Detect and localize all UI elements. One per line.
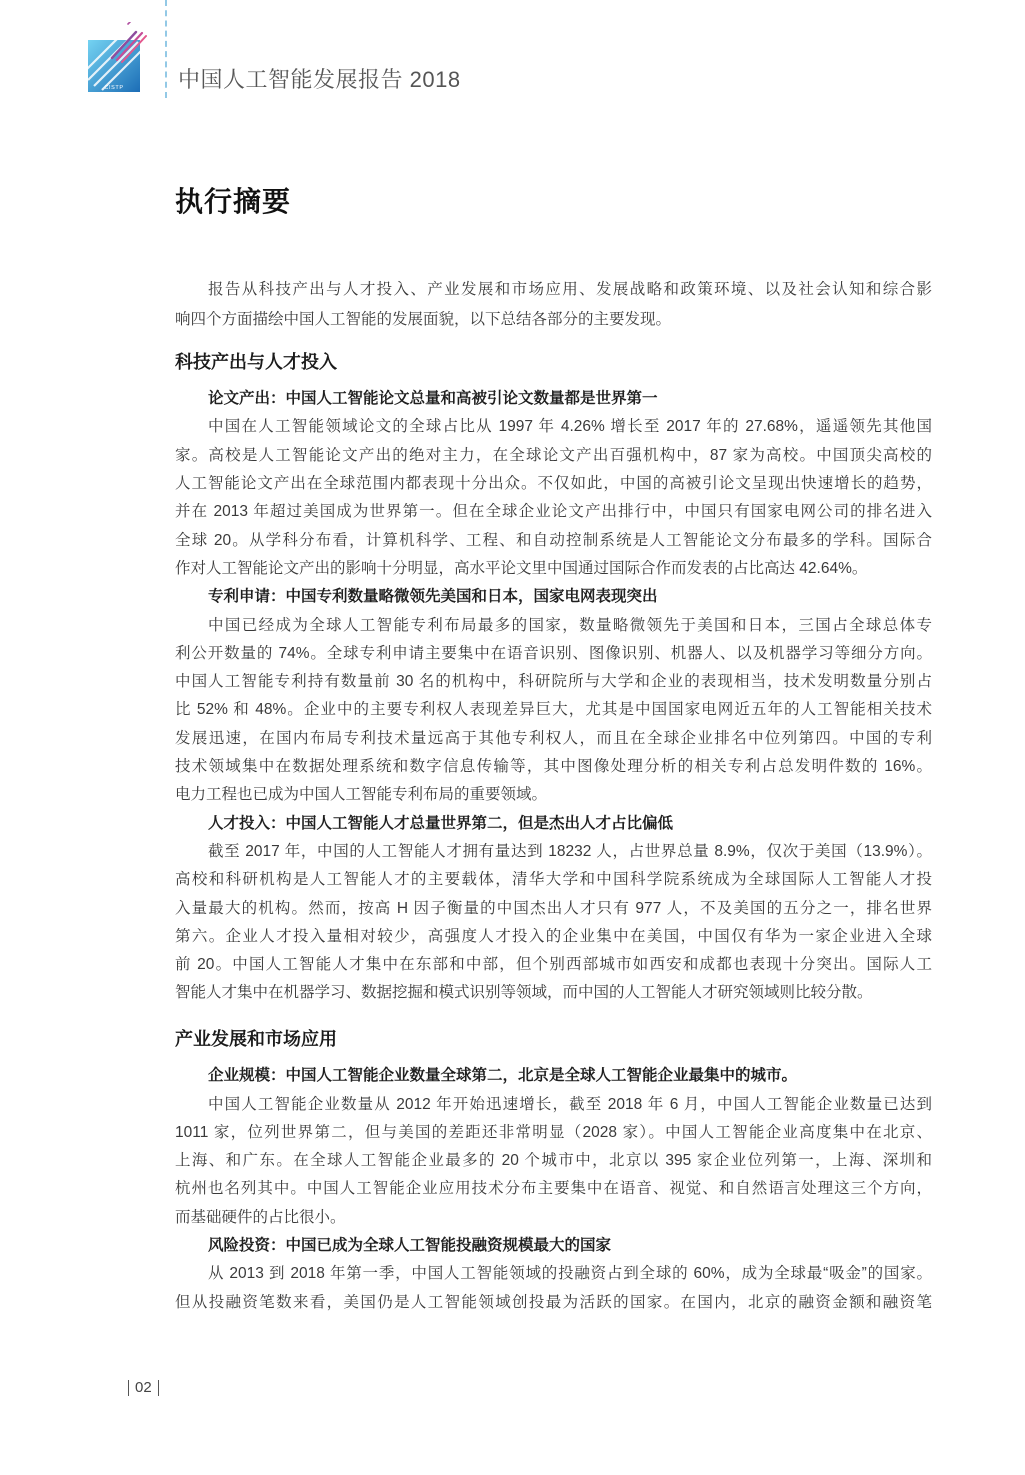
intro-line: 报告从科技产出与人才投入、产业发展和市场应用、发展战略和政策环境、以及社会认知和综合影 xyxy=(208,281,932,298)
section-heading: 产业发展和市场应用 xyxy=(175,1029,337,1050)
paragraph-line: 入量最大的机构。然而，按高 H 因子衡量的中国杰出人才只有 977 人，不及美国的五分之一，排名世界 xyxy=(175,899,932,917)
paragraph-line: 中国已经成为全球人工智能专利布局最多的国家，数量略微领先于美国和日本，三国占全球总体专 xyxy=(208,616,932,634)
page-title: 执行摘要 xyxy=(175,186,292,217)
subsection xyxy=(175,1232,932,1317)
paragraph-line: 从 2013 到 2018 年第一季，中国人工智能领域的投融资占到全球的 60%，成为全球最“吸金”的国家。 xyxy=(208,1265,932,1283)
subsection-heading: 人才投入：中国人工智能人才总量世界第二，但是杰出人才占比偏低 xyxy=(208,814,674,832)
paragraph-line: 并在 2013 年超过美国成为世界第一。但在全球企业论文产出排行中，中国只有国家电网公司的排名进入 xyxy=(175,503,932,521)
paragraph-line: 中国在人工智能领域论文的全球占比从 1997 年 4.26% 增长至 2017 年的 27.68%，遥遥领先其他国 xyxy=(208,418,932,436)
paragraph-line: 智能人才集中在机器学习、数据挖掘和模式识别等领域，而中国的人工智能人才研究领域则比较分散。 xyxy=(175,984,873,1002)
paragraph-line: 人工智能论文产出在全球范围内都表现十分出众。不仅如此，中国的高被引论文呈现出快速增长的趋势， xyxy=(175,475,932,493)
paragraph xyxy=(175,413,932,583)
subsection-heading: 论文产出：中国人工智能论文总量和高被引论文数量都是世界第一 xyxy=(208,390,658,408)
section xyxy=(175,348,932,1008)
page-number-text: 02 xyxy=(135,1379,152,1396)
report-title: 中国人工智能发展报告 2018 xyxy=(178,67,461,92)
intro-line: 响四个方面描绘中国人工智能的发展面貌，以下总结各部分的主要发现。 xyxy=(175,310,672,328)
paragraph-line: 家。高校是人工智能论文产出的绝对主力，在全球论文产出百强机构中，87 家为高校。中国顶尖高校的 xyxy=(175,446,932,464)
paragraph-line: 发展迅速，在国内布局专利技术量远高于其他专利权人，而且在全球企业排名中位列第四。中国的专利 xyxy=(175,729,932,747)
subsection xyxy=(175,583,932,809)
paragraph-line: 但从投融资笔数来看，美国仍是人工智能领域创投最为活跃的国家。在国内，北京的融资金额和融资笔 xyxy=(175,1293,932,1311)
paragraph-line: 中国人工智能专利持有数量前 30 名的机构中，科研院所与大学和企业的表现相当，技术发明数量分别占 xyxy=(175,673,932,691)
logo-text: CISTP xyxy=(104,85,124,91)
paragraph-line: 1011 家，位列世界第二，但与美国的差距还非常明显（2028 家）。中国人工智能企业高度集中在北京、 xyxy=(175,1123,932,1141)
paragraph-line: 利公开数量的 74%。全球专利申请主要集中在语音识别、图像识别、机器人、以及机器学习等细分方向。 xyxy=(175,644,932,662)
intro-paragraph xyxy=(175,275,932,334)
paragraph-line: 作对人工智能论文产出的影响十分明显，高水平论文里中国通过国际合作而发表的占比高达 42.64%。 xyxy=(175,559,868,577)
paragraph xyxy=(175,612,932,810)
paragraph xyxy=(175,838,932,1008)
subsection xyxy=(175,385,932,583)
sections xyxy=(175,348,932,1317)
paragraph-line: 杭州也名列其中。中国人工智能企业应用技术分布主要集中在语音、视觉、和自然语言处理这三个方向， xyxy=(175,1180,932,1198)
paragraph-line: 前 20。中国人工智能人才集中在东部和中部，但个别西部城市如西安和成都也表现十分突出。国际人工 xyxy=(175,956,932,974)
paragraph-line: 第六。企业人才投入量相对较少，高强度人才投入的企业集中在美国，中国仅有华为一家企业进入全球 xyxy=(175,927,932,945)
paragraph-line: 上海、和广东。在全球人工智能企业最多的 20 个城市中，北京以 395 家企业位列第一，上海、深圳和 xyxy=(175,1152,932,1170)
header-divider xyxy=(165,0,167,98)
paragraph-line: 全球 20。从学科分布看，计算机科学、工程、和自动控制系统是人工智能论文分布最多的学科。国际合 xyxy=(175,531,932,549)
body-text xyxy=(175,275,932,1317)
subsection xyxy=(175,810,932,1008)
paragraph-line: 电力工程也已成为中国人工智能专利布局的重要领域。 xyxy=(175,786,548,804)
page-number xyxy=(128,1378,159,1398)
section-heading: 科技产出与人才投入 xyxy=(175,352,337,373)
page-number-right-bar xyxy=(158,1380,159,1396)
paragraph-line: 比 52% 和 48%。企业中的主要专利权人表现差异巨大，尤其是中国国家电网近五年的人工智能相关技术 xyxy=(175,701,932,719)
subsection-heading: 企业规模：中国人工智能企业数量全球第二，北京是全球人工智能企业最集中的城市。 xyxy=(208,1067,798,1085)
section xyxy=(175,1025,932,1317)
cistp-logo xyxy=(84,22,148,94)
paragraph xyxy=(175,1091,932,1232)
subsection xyxy=(175,1062,932,1232)
paragraph-line: 截至 2017 年，中国的人工智能人才拥有量达到 18232 人，占世界总量 8.9%，仅次于美国（13.9%）。 xyxy=(208,842,932,860)
paragraph-line: 高校和科研机构是人工智能人才的主要载体，清华大学和中国科学院系统成为全球国际人工智能人才投 xyxy=(175,871,932,889)
paragraph-line: 中国人工智能企业数量从 2012 年开始迅速增长，截至 2018 年 6 月，中国人工智能企业数量已达到 xyxy=(208,1095,932,1113)
paragraph-line: 技术领域集中在数据处理系统和数字信息传输等，其中图像处理分析的相关专利占总发明件数的 16%。 xyxy=(175,758,932,776)
paragraph-line: 而基础硬件的占比很小。 xyxy=(175,1208,346,1226)
paragraph xyxy=(175,1260,932,1317)
subsection-heading: 专利申请：中国专利数量略微领先美国和日本，国家电网表现突出 xyxy=(208,588,658,606)
subsection-heading: 风险投资：中国已成为全球人工智能投融资规模最大的国家 xyxy=(208,1237,612,1254)
